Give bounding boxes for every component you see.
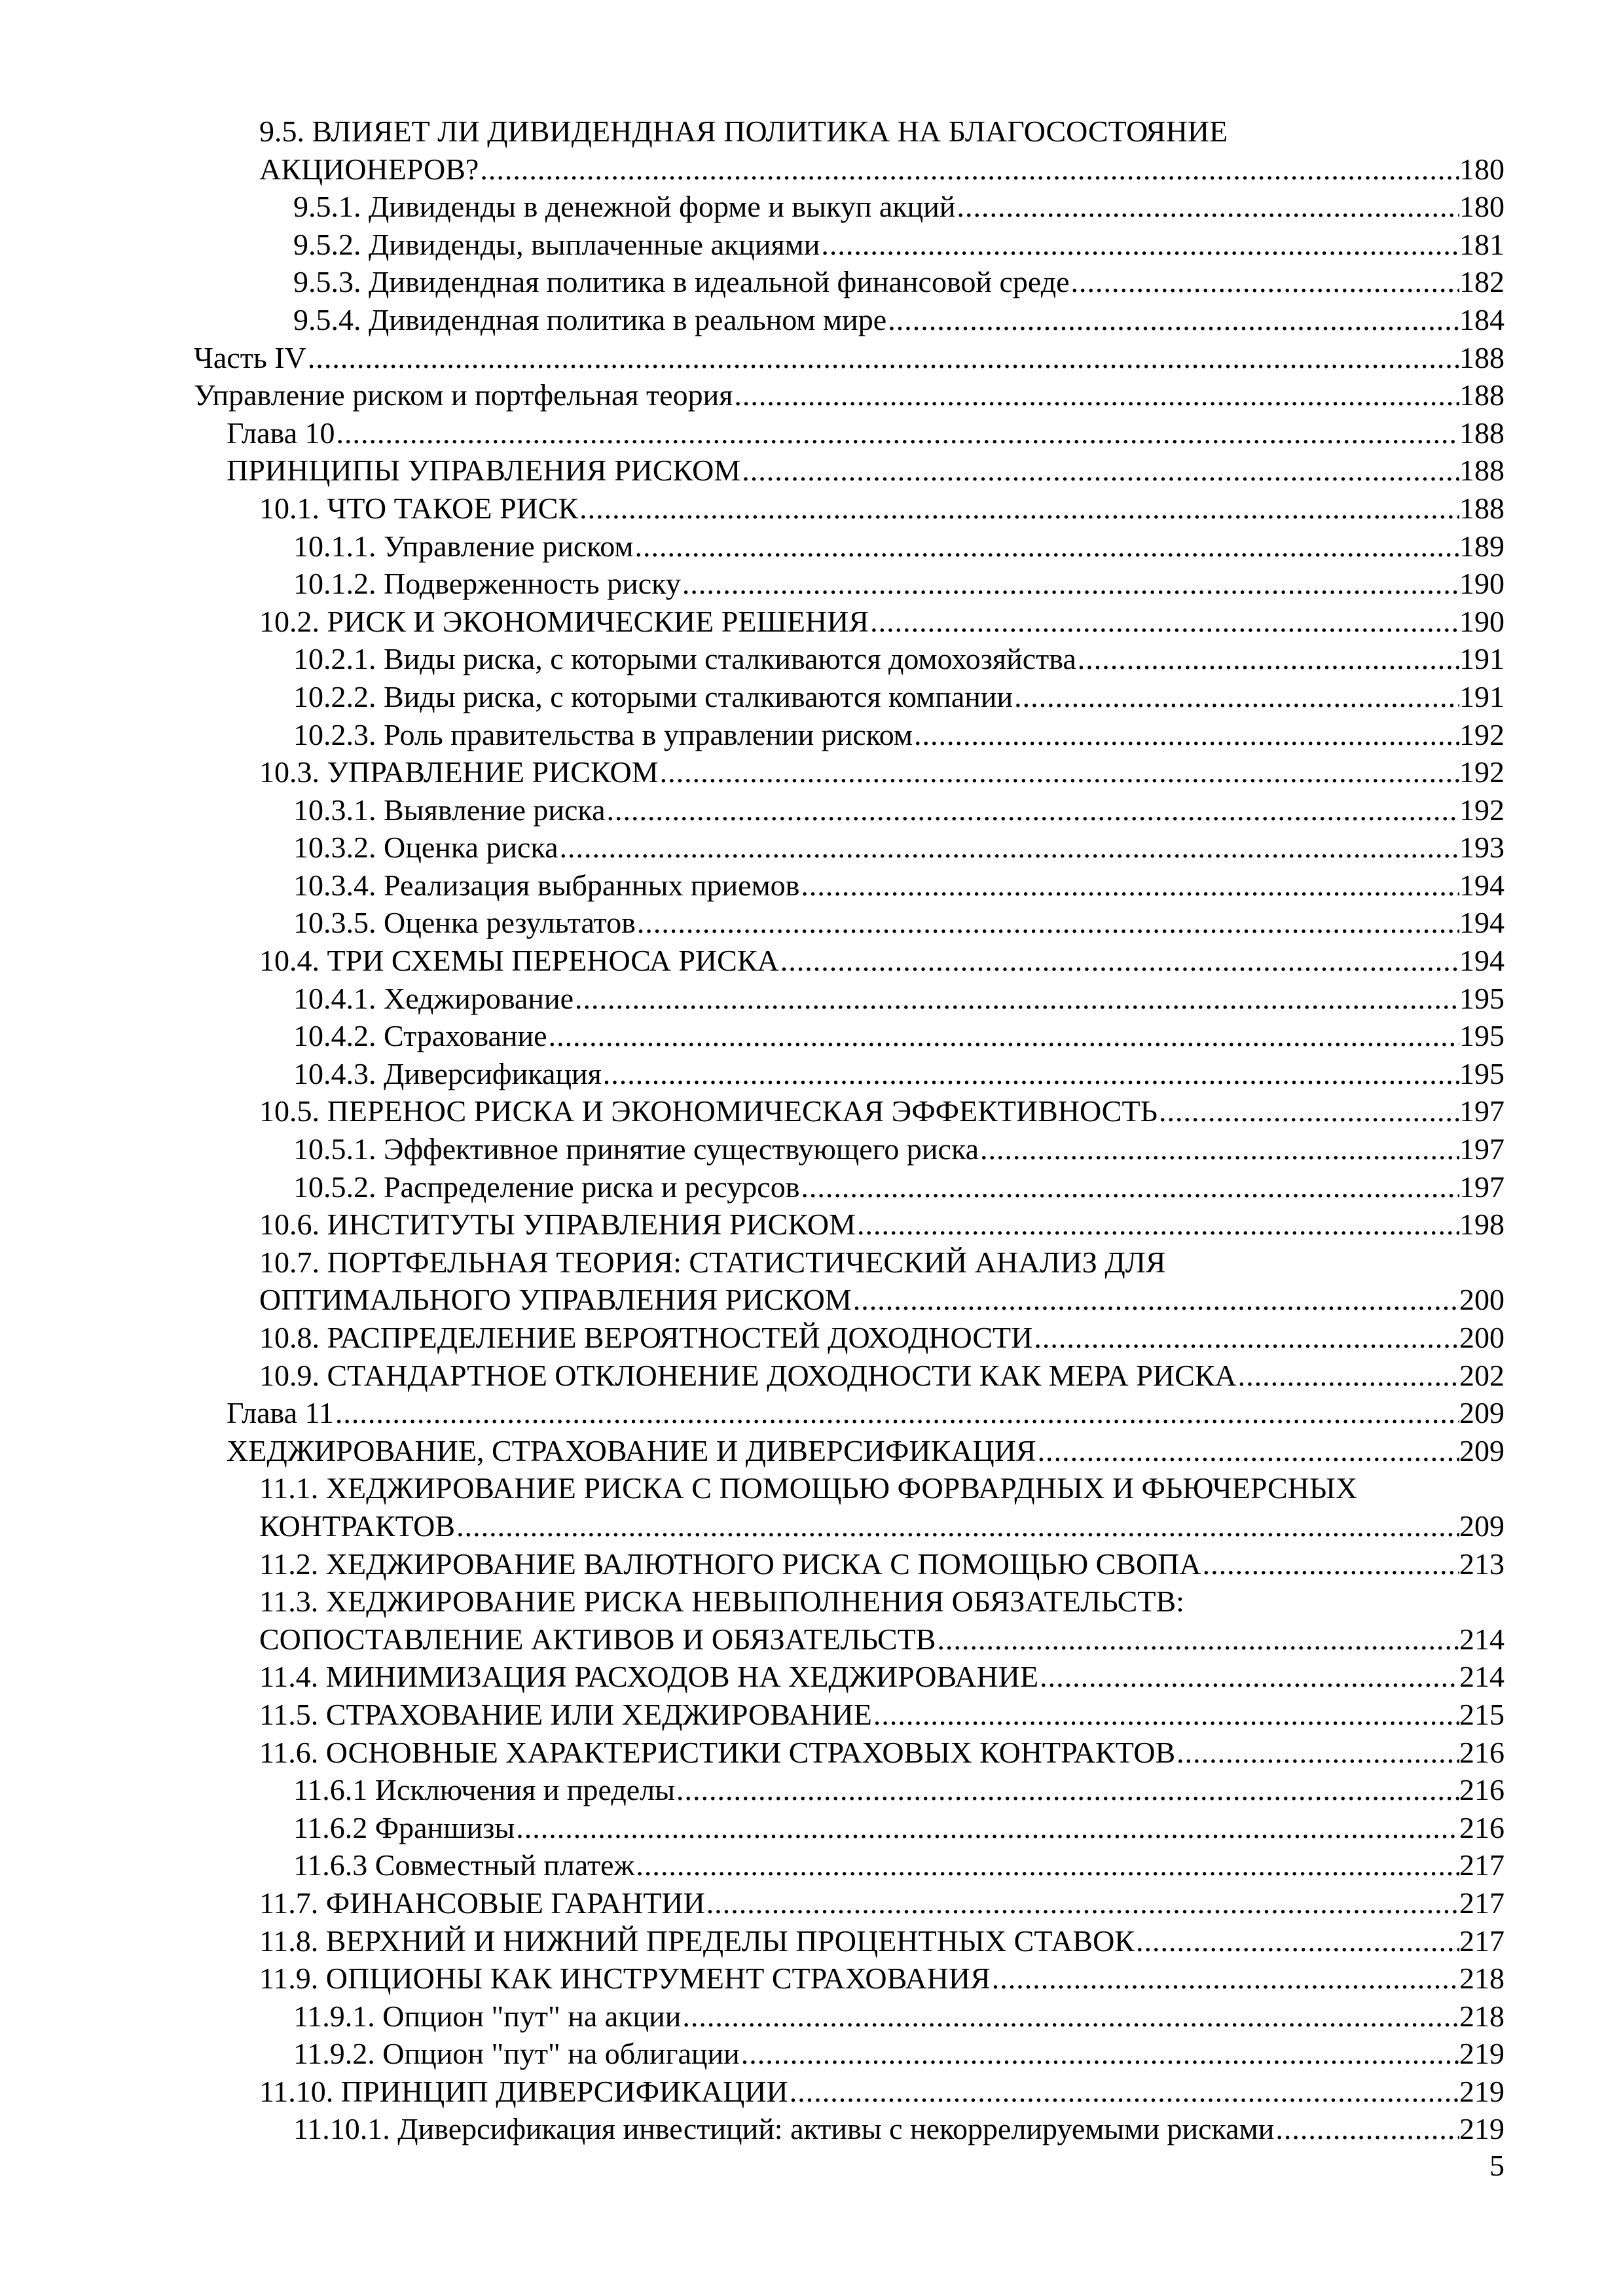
toc-entry[interactable] [0, 414, 1623, 452]
toc-page-number: 191 [1459, 679, 1504, 713]
toc-dot-leader [740, 452, 1459, 490]
toc-page-number: 197 [1459, 1170, 1504, 1204]
toc-entry[interactable] [0, 376, 1623, 414]
toc-entry[interactable] [0, 1922, 1623, 1960]
toc-entry[interactable] [0, 1583, 1623, 1658]
toc-entry[interactable] [0, 942, 1623, 980]
toc-dot-leader [547, 1017, 1459, 1055]
toc-entry-title: 11.5. СТРАХОВАНИЕ ИЛИ ХЕДЖИРОВАНИЕ [259, 1697, 872, 1731]
toc-page-number: 195 [1459, 981, 1504, 1015]
toc-dot-leader [515, 1809, 1459, 1847]
toc-page-number: 214 [1459, 1622, 1504, 1656]
toc-entry-line [293, 867, 1504, 905]
toc-entry-title: Глава 11 [227, 1396, 334, 1430]
toc-entry-line [259, 1696, 1504, 1734]
toc-entry-line [227, 452, 1504, 490]
toc-page-number: 219 [1459, 2037, 1504, 2071]
toc-entry-title: 10.1.2. Подверженность риску [293, 567, 681, 601]
toc-entry-title: 10.3.5. Оценка результатов [293, 906, 636, 940]
toc-entry-line [259, 1092, 1504, 1130]
toc-entry-line [259, 1319, 1504, 1357]
toc-entry-line [293, 528, 1504, 565]
toc-dot-leader [578, 490, 1459, 528]
toc-entry-line [293, 188, 1504, 226]
toc-page-number: 192 [1459, 755, 1504, 789]
toc-page-number: 215 [1459, 1697, 1504, 1731]
toc-page-number: 219 [1459, 2112, 1504, 2146]
toc-entry-line [293, 1809, 1504, 1847]
toc-entry-title: 10.3. УПРАВЛЕНИЕ РИСКОМ [259, 755, 659, 789]
toc-entry-title: 11.6.1 Исключения и пределы [293, 1773, 676, 1807]
toc-page-number: 194 [1459, 906, 1504, 940]
toc-entry-line [293, 226, 1504, 264]
toc-entry[interactable] [0, 2110, 1623, 2148]
toc-entry-line [293, 301, 1504, 339]
toc-entry-line [227, 1394, 1504, 1432]
toc-entry-title: 11.9.1. Опцион "пут" на акции [293, 1999, 682, 2033]
toc-dot-leader [675, 1771, 1459, 1809]
toc-entry-line [259, 1884, 1504, 1922]
toc-entry-title: 9.5.3. Дивидендная политика в идеальной финансовой среде [293, 265, 1070, 299]
toc-entry-line [293, 829, 1504, 867]
toc-page-number: 188 [1459, 340, 1504, 374]
toc-entry-title-continuation: АКЦИОНЕРОВ? [259, 152, 479, 186]
toc-entry-title: 10.4.2. Страхование [293, 1019, 547, 1053]
toc-entry-line [293, 1998, 1504, 2036]
toc-entry-title: 9.5. ВЛИЯЕТ ЛИ ДИВИДЕНДНАЯ ПОЛИТИКА НА БЛАГОСОСТОЯНИЕ [259, 115, 1228, 148]
toc-entry-title: 11.7. ФИНАНСОВЫЕ ГАРАНТИИ [259, 1886, 705, 1920]
toc-dot-leader [1158, 1092, 1459, 1130]
toc-entry-title: 10.7. ПОРТФЕЛЬНАЯ ТЕОРИЯ: СТАТИСТИЧЕСКИЙ АНАЛИЗ ДЛЯ [259, 1245, 1166, 1279]
toc-entry[interactable] [0, 1017, 1623, 1055]
toc-dot-leader [602, 1055, 1459, 1093]
toc-dot-leader [479, 151, 1459, 188]
toc-entry-line [227, 1432, 1504, 1470]
toc-page-number: 190 [1459, 567, 1504, 601]
toc-entry[interactable] [0, 1846, 1623, 1884]
toc-entry-title: 11.6. ОСНОВНЫЕ ХАРАКТЕРИСТИКИ СТРАХОВЫХ КОНТРАКТОВ [259, 1735, 1176, 1769]
toc-page-number: 193 [1459, 831, 1504, 865]
toc-page-number: 209 [1459, 1433, 1504, 1467]
toc-entry-title: 11.10.1. Диверсификация инвестиций: активы с некоррелируемыми рисками [293, 2112, 1275, 2146]
toc-entry[interactable] [0, 1998, 1623, 2036]
toc-entry-title: 10.3.2. Оценка риска [293, 831, 558, 865]
toc-entry-line [259, 1545, 1504, 1583]
toc-entry-title: 10.3.1. Выявление риска [293, 793, 606, 827]
toc-page-number: 192 [1459, 717, 1504, 751]
toc-entry-line [227, 414, 1504, 452]
toc-dot-leader [659, 753, 1459, 791]
toc-dot-leader [574, 980, 1459, 1018]
toc-entry-line [194, 376, 1504, 414]
toc-dot-leader [886, 301, 1459, 339]
toc-entry-line [293, 1168, 1504, 1206]
toc-entry-title: 11.9.2. Опцион "пут" на облигации [293, 2037, 740, 2071]
toc-entry-line [259, 942, 1504, 980]
toc-entry-line [259, 1281, 1504, 1319]
toc-dot-leader [799, 1168, 1459, 1206]
toc-dot-leader [936, 1621, 1459, 1659]
toc-entry[interactable] [0, 490, 1623, 528]
toc-entry-line [259, 2073, 1504, 2111]
toc-entry-title: 9.5.4. Дивидендная политика в реальном мире [293, 302, 887, 336]
toc-page-number: 197 [1459, 1094, 1504, 1128]
toc-dot-leader [1032, 1319, 1459, 1357]
toc-page-number: 217 [1459, 1924, 1504, 1958]
toc-entry-title: 11.10. ПРИНЦИП ДИВЕРСИФИКАЦИИ [259, 2074, 788, 2108]
toc-page-number: 213 [1459, 1547, 1504, 1581]
toc-entry-line [259, 1621, 1504, 1659]
toc-dot-leader [1038, 1658, 1459, 1696]
toc-entry-title: 10.4.1. Хеджирование [293, 981, 574, 1015]
toc-entry-line [293, 640, 1504, 678]
toc-page-number: 190 [1459, 604, 1504, 638]
toc-page-number: 209 [1459, 1396, 1504, 1430]
toc-dot-leader [1135, 1922, 1459, 1960]
toc-entry-title: 10.1.1. Управление риском [293, 529, 634, 563]
toc-entry[interactable] [0, 829, 1623, 867]
toc-dot-leader [856, 1206, 1459, 1244]
toc-entry-title: Управление риском и портфельная теория [194, 378, 733, 412]
toc-page-number: 200 [1459, 1321, 1504, 1354]
toc-page-number: 217 [1459, 1886, 1504, 1920]
toc-page-number: 217 [1459, 1848, 1504, 1882]
toc-entry-title: 10.6. ИНСТИТУТЫ УПРАВЛЕНИЯ РИСКОМ [259, 1208, 856, 1242]
toc-entry-line [293, 1771, 1504, 1809]
toc-entry[interactable] [0, 339, 1623, 377]
toc-dot-leader [733, 376, 1459, 414]
toc-entry[interactable] [0, 1960, 1623, 1998]
toc-entry-title: ХЕДЖИРОВАНИЕ, СТРАХОВАНИЕ И ДИВЕРСИФИКАЦИЯ [227, 1433, 1036, 1467]
toc-entry[interactable] [0, 640, 1623, 678]
toc-page-number: 189 [1459, 529, 1504, 563]
toc-dot-leader [852, 1281, 1459, 1319]
toc-entry-title: 10.3.4. Реализация выбранных приемов [293, 868, 800, 902]
toc-dot-leader [634, 1846, 1459, 1884]
toc-dot-leader [1070, 263, 1459, 301]
toc-page-number: 191 [1459, 642, 1504, 676]
toc-entry[interactable] [0, 1696, 1623, 1734]
toc-page-number: 180 [1459, 190, 1504, 224]
toc-entry[interactable] [0, 904, 1623, 942]
toc-entry-title: 10.2.1. Виды риска, с которыми сталкиваются домохозяйства [293, 642, 1076, 676]
toc-dot-leader [705, 1884, 1459, 1922]
toc-dot-leader [869, 603, 1459, 641]
toc-entry[interactable] [0, 113, 1623, 188]
toc-entry-line [293, 1846, 1504, 1884]
toc-page-number: 180 [1459, 152, 1504, 186]
toc-dot-leader [558, 829, 1459, 867]
toc-entry-line [259, 1206, 1504, 1244]
toc-entry-line [259, 1734, 1504, 1772]
toc-entry[interactable] [0, 226, 1623, 264]
toc-entry-title: 10.2. РИСК И ЭКОНОМИЧЕСКИЕ РЕШЕНИЯ [259, 604, 869, 638]
toc-entry[interactable] [0, 1545, 1623, 1583]
toc-dot-leader [820, 226, 1459, 264]
toc-dot-leader [979, 1130, 1459, 1168]
toc-dot-leader [740, 2035, 1459, 2073]
toc-dot-leader [788, 2073, 1459, 2111]
toc-dot-leader [1036, 1432, 1459, 1470]
toc-entry-line [293, 904, 1504, 942]
toc-entry-title: 10.2.3. Роль правительства в управлении риском [293, 717, 913, 751]
toc-entry-line [259, 753, 1504, 791]
toc-entry-title: 10.8. РАСПРЕДЕЛЕНИЕ ВЕРОЯТНОСТЕЙ ДОХОДНОСТИ [259, 1321, 1033, 1354]
toc-entry-line [194, 339, 1504, 377]
toc-dot-leader [335, 414, 1459, 452]
toc-entry-line [259, 490, 1504, 528]
toc-entry-line [259, 151, 1504, 188]
toc-entry-line [293, 1055, 1504, 1093]
toc-entry[interactable] [0, 2035, 1623, 2073]
toc-page-number: 181 [1459, 227, 1504, 261]
toc-dot-leader [913, 716, 1459, 754]
toc-dot-leader [1013, 678, 1459, 716]
toc-page-number: 202 [1459, 1358, 1504, 1392]
toc-entry-line [259, 1507, 1504, 1545]
toc-entry-line [293, 678, 1504, 716]
toc-dot-leader [872, 1696, 1459, 1734]
toc-page-number: 214 [1459, 1660, 1504, 1694]
toc-entry-title: 9.5.2. Дивиденды, выплаченные акциями [293, 227, 820, 261]
toc-entry-title: 10.5. ПЕРЕНОС РИСКА И ЭКОНОМИЧЕСКАЯ ЭФФЕКТИВНОСТЬ [259, 1094, 1158, 1128]
toc-entry-line [259, 603, 1504, 641]
toc-entry[interactable] [0, 1319, 1623, 1357]
toc-entry[interactable] [0, 452, 1623, 490]
toc-entry-title: 10.5.1. Эффективное принятие существующего риска [293, 1132, 979, 1166]
toc-entry-title: 11.6.3 Совместный платеж [293, 1848, 635, 1882]
toc-page-number: 184 [1459, 302, 1504, 336]
toc-entry[interactable] [0, 716, 1623, 754]
toc-dot-leader [1076, 640, 1459, 678]
toc-page-number: 209 [1459, 1509, 1504, 1543]
toc-entry[interactable] [0, 1244, 1623, 1319]
toc-entry-line [259, 1960, 1504, 1998]
page-number: 5 [1489, 2149, 1504, 2182]
toc-page-number: 219 [1459, 2074, 1504, 2108]
toc-entry[interactable] [0, 2073, 1623, 2111]
toc-entry-line [293, 1130, 1504, 1168]
toc-entry[interactable] [0, 1658, 1623, 1696]
toc-page-number: 197 [1459, 1132, 1504, 1166]
toc-dot-leader [455, 1507, 1459, 1545]
toc-entry-line [259, 1357, 1504, 1395]
toc-entry-title: 10.4.3. Диверсификация [293, 1056, 602, 1090]
toc-entry[interactable] [0, 263, 1623, 301]
toc-dot-leader [1237, 1357, 1459, 1395]
toc-entry[interactable] [0, 1357, 1623, 1395]
toc-entry-line [259, 1658, 1504, 1696]
toc-entry-line [293, 716, 1504, 754]
toc-entry[interactable] [0, 301, 1623, 339]
toc-entry[interactable] [0, 1168, 1623, 1206]
toc-entry[interactable] [0, 603, 1623, 641]
toc-dot-leader [681, 1998, 1459, 2036]
toc-entry[interactable] [0, 1055, 1623, 1093]
toc-page-number: 188 [1459, 416, 1504, 450]
toc-entry[interactable] [0, 1092, 1623, 1130]
toc-dot-leader [799, 867, 1459, 905]
toc-entry-title-continuation: ОПТИМАЛЬНОГО УПРАВЛЕНИЯ РИСКОМ [259, 1283, 852, 1317]
toc-entry[interactable] [0, 980, 1623, 1018]
toc-entry-title: 10.1. ЧТО ТАКОЕ РИСК [259, 491, 579, 525]
toc-entry[interactable] [0, 867, 1623, 905]
toc-dot-leader [991, 1960, 1459, 1998]
toc-entry-title: Часть IV [194, 340, 306, 374]
table-of-contents [0, 113, 1623, 2148]
toc-page-number: 195 [1459, 1056, 1504, 1090]
toc-entry-title: 10.9. СТАНДАРТНОЕ ОТКЛОНЕНИЕ ДОХОДНОСТИ КАК МЕРА РИСКА [259, 1358, 1237, 1392]
toc-entry[interactable] [0, 791, 1623, 829]
toc-dot-leader [306, 339, 1459, 377]
toc-entry-title: 11.6.2 Франшизы [293, 1810, 515, 1844]
toc-entry[interactable] [0, 528, 1623, 565]
toc-page-number: 192 [1459, 793, 1504, 827]
toc-dot-leader [681, 565, 1459, 603]
toc-entry[interactable] [0, 1884, 1623, 1922]
toc-entry-line [293, 263, 1504, 301]
toc-entry-title-continuation: КОНТРАКТОВ [259, 1509, 456, 1543]
toc-entry[interactable] [0, 1771, 1623, 1809]
toc-page-number: 188 [1459, 454, 1504, 488]
toc-entry-line [293, 1017, 1504, 1055]
toc-entry[interactable] [0, 1394, 1623, 1432]
toc-entry[interactable] [0, 188, 1623, 226]
toc-entry[interactable] [0, 678, 1623, 716]
toc-page-number: 194 [1459, 868, 1504, 902]
toc-dot-leader [1274, 2110, 1459, 2148]
toc-dot-leader [633, 528, 1459, 565]
toc-page-number: 194 [1459, 944, 1504, 978]
toc-dot-leader [1201, 1545, 1459, 1583]
toc-entry-title: ПРИНЦИПЫ УПРАВЛЕНИЯ РИСКОМ [227, 454, 741, 488]
toc-page-number: 188 [1459, 491, 1504, 525]
toc-entry-title: 10.2.2. Виды риска, с которыми сталкиваются компании [293, 679, 1013, 713]
toc-page-number: 188 [1459, 378, 1504, 412]
toc-page-number: 216 [1459, 1735, 1504, 1769]
toc-entry-line [259, 1922, 1504, 1960]
toc-page-number: 200 [1459, 1283, 1504, 1317]
toc-page-number: 218 [1459, 1962, 1504, 1996]
toc-entry-title: 10.5.2. Распределение риска и ресурсов [293, 1170, 800, 1204]
toc-entry[interactable] [0, 1206, 1623, 1244]
toc-entry-title: 11.2. ХЕДЖИРОВАНИЕ ВАЛЮТНОГО РИСКА С ПОМОЩЬЮ СВОПА [259, 1547, 1201, 1581]
toc-entry-line [293, 2035, 1504, 2073]
toc-page-number: 218 [1459, 1999, 1504, 2033]
toc-entry-title-continuation: СОПОСТАВЛЕНИЕ АКТИВОВ И ОБЯЗАТЕЛЬСТВ [259, 1622, 936, 1656]
toc-entry[interactable] [0, 1809, 1623, 1847]
toc-entry[interactable] [0, 753, 1623, 791]
toc-entry-title: 11.9. ОПЦИОНЫ КАК ИНСТРУМЕНТ СТРАХОВАНИЯ [259, 1962, 991, 1996]
toc-dot-leader [334, 1394, 1459, 1432]
toc-entry-title: 11.1. ХЕДЖИРОВАНИЕ РИСКА С ПОМОЩЬЮ ФОРВАРДНЫХ И ФЬЮЧЕРСНЫХ [259, 1471, 1358, 1505]
toc-entry[interactable] [0, 565, 1623, 603]
toc-dot-leader [606, 791, 1460, 829]
toc-entry-title: Глава 10 [227, 416, 335, 450]
toc-entry-line [293, 2110, 1504, 2148]
toc-entry-title: 9.5.1. Дивиденды в денежной форме и выкуп акций [293, 190, 956, 224]
toc-page-number: 216 [1459, 1773, 1504, 1807]
toc-entry-title: 10.4. ТРИ СХЕМЫ ПЕРЕНОСА РИСКА [259, 944, 779, 978]
toc-entry-title: 11.3. ХЕДЖИРОВАНИЕ РИСКА НЕВЫПОЛНЕНИЯ ОБЯЗАТЕЛЬСТВ: [259, 1585, 1184, 1619]
toc-page-number: 182 [1459, 265, 1504, 299]
toc-entry[interactable] [0, 1130, 1623, 1168]
toc-entry-line [293, 980, 1504, 1018]
toc-page-number: 216 [1459, 1810, 1504, 1844]
toc-page-number: 198 [1459, 1208, 1504, 1242]
toc-dot-leader [955, 188, 1459, 226]
toc-dot-leader [1175, 1734, 1459, 1772]
toc-entry[interactable] [0, 1469, 1623, 1545]
toc-entry-title: 11.4. МИНИМИЗАЦИЯ РАСХОДОВ НА ХЕДЖИРОВАНИЕ [259, 1660, 1039, 1694]
toc-page-number: 195 [1459, 1019, 1504, 1053]
toc-entry-line [293, 565, 1504, 603]
toc-dot-leader [779, 942, 1459, 980]
toc-entry-line [293, 791, 1504, 829]
toc-dot-leader [636, 904, 1459, 942]
toc-entry[interactable] [0, 1432, 1623, 1470]
toc-entry-title: 11.8. ВЕРХНИЙ И НИЖНИЙ ПРЕДЕЛЫ ПРОЦЕНТНЫХ СТАВОК [259, 1924, 1135, 1958]
toc-entry[interactable] [0, 1734, 1623, 1772]
